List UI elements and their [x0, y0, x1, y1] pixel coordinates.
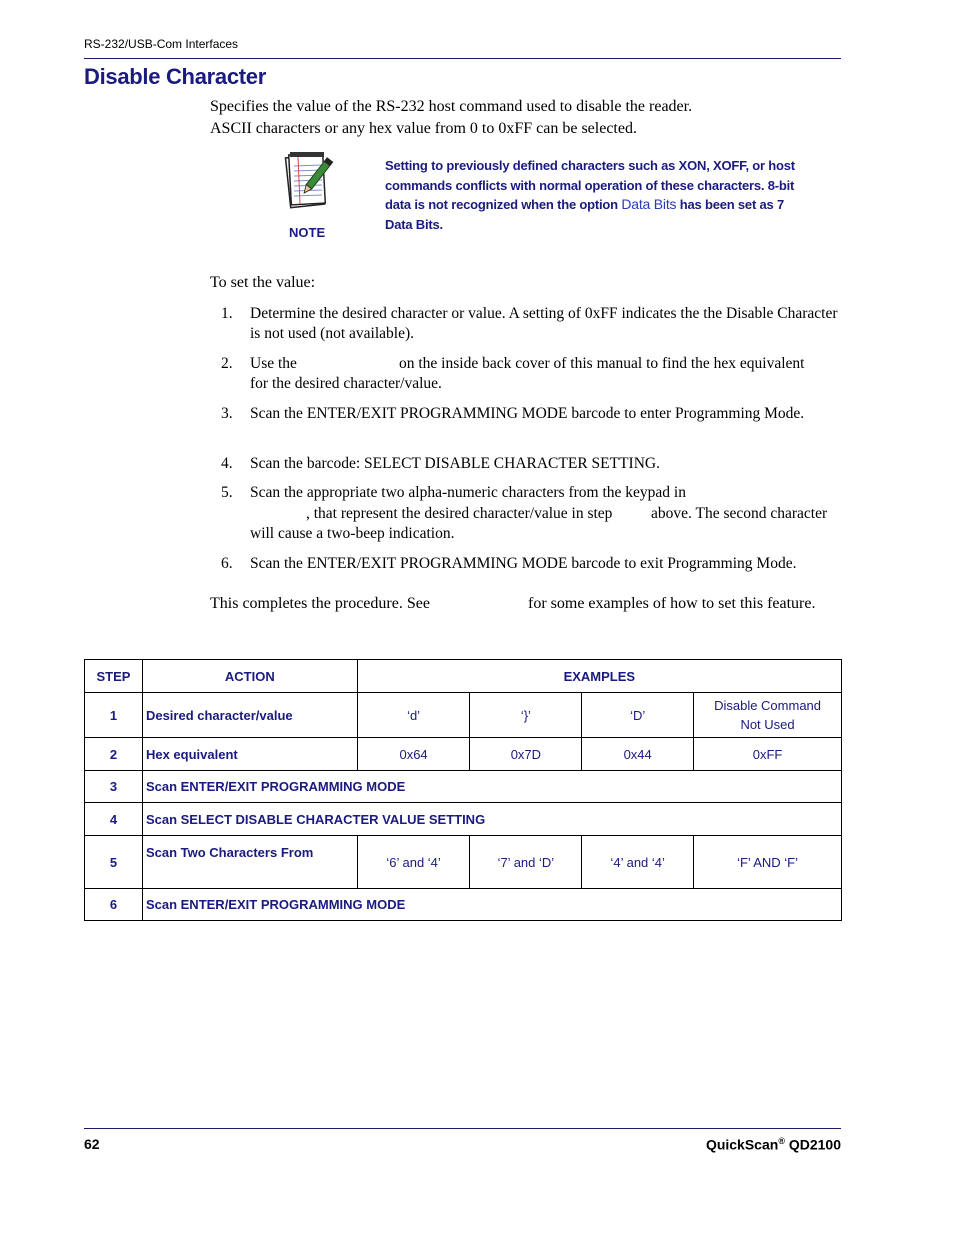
row-action: Scan ENTER/EXIT PROGRAMMING MODE	[142, 771, 841, 803]
step-text: Scan the barcode: SELECT DISABLE CHARACTER SETTING.	[250, 455, 660, 472]
row-step: 4	[85, 803, 143, 836]
row-value: Disable Command Not Used	[694, 693, 842, 738]
row-value: ‘D’	[582, 693, 694, 738]
step-text-a: Use the	[250, 355, 297, 372]
note-text-b: has been set as 7 Data Bits.	[385, 197, 785, 232]
header-action: ACTION	[142, 660, 357, 693]
row-value: ‘F’ AND ‘F’	[694, 836, 842, 889]
registered-mark: ®	[778, 1136, 785, 1146]
table-row	[85, 771, 842, 803]
row-action: Hex equivalent	[142, 738, 357, 771]
step-number: 5.	[221, 484, 233, 501]
row-action: Scan Two Characters From	[142, 836, 357, 889]
step-text: Scan the ENTER/EXIT PROGRAMMING MODE barcode to enter Programming Mode.	[250, 405, 805, 422]
completes-text-a: This completes the procedure. See	[210, 595, 430, 612]
step-text-d: will cause a two-beep indication.	[250, 525, 455, 542]
table-row	[85, 738, 842, 771]
row-step: 1	[85, 693, 143, 738]
step-number: 3.	[221, 405, 233, 422]
note-text	[385, 156, 807, 234]
row-value: ‘6’ and ‘4’	[357, 836, 470, 889]
header-rule	[84, 58, 841, 59]
header-step: STEP	[85, 660, 143, 693]
product-name-a: QuickScan	[705, 1136, 779, 1153]
row-action: Scan SELECT DISABLE CHARACTER VALUE SETTING	[142, 803, 841, 836]
step-text-b: , that represent the desired character/value in step	[306, 505, 613, 522]
step-number: 4.	[221, 455, 233, 472]
step-number: 2.	[221, 355, 233, 372]
product-name	[706, 1136, 841, 1153]
step-text-c: for the desired character/value.	[250, 375, 442, 392]
row-value: ‘7’ and ‘D’	[470, 836, 582, 889]
table-row	[85, 836, 842, 889]
row-value: 0x7D	[470, 738, 582, 771]
table-row	[85, 803, 842, 836]
data-bits-link[interactable]: Data Bits	[621, 196, 677, 212]
step-text-b: on the inside back cover of this manual to find the hex equivalent	[399, 355, 805, 372]
page-number: 62	[84, 1136, 100, 1152]
row-step: 2	[85, 738, 143, 771]
notepad-pen-icon	[280, 150, 336, 210]
note-text-a: Setting to previously defined characters such as XON, XOFF, or host commands conflicts with normal operation of these characters. 8-bit data is not recognized when the option	[385, 158, 795, 212]
row-value: 0x64	[357, 738, 470, 771]
intro-paragraph	[210, 96, 841, 140]
step-text-a: Scan the appropriate two alpha-numeric characters from the keypad in	[250, 484, 686, 501]
row-value: ‘d’	[357, 693, 470, 738]
row-step: 3	[85, 771, 143, 803]
row-value: 0x44	[582, 738, 694, 771]
note-label: NOTE	[289, 225, 326, 240]
table-header-row	[85, 660, 842, 693]
step-text: Determine the desired character or value. A setting of 0xFF indicates the the Disable Character is not used (not available).	[250, 305, 838, 342]
step-text: Scan the ENTER/EXIT PROGRAMMING MODE barcode to exit Programming Mode.	[250, 555, 797, 572]
row-step: 5	[85, 836, 143, 889]
step-number: 6.	[221, 555, 233, 572]
footer-rule	[84, 1128, 841, 1129]
step-text-c: above. The second character	[651, 505, 828, 522]
intro-line-1: Specifies the value of the RS-232 host command used to disable the reader.	[210, 98, 693, 115]
step-number: 1.	[221, 305, 233, 322]
table-row	[85, 693, 842, 738]
intro-line-2: ASCII characters or any hex value from 0 to 0xFF can be selected.	[210, 120, 637, 137]
completes-text-b: for some examples of how to set this feature.	[528, 595, 816, 612]
running-header: RS-232/USB-Com Interfaces	[84, 37, 239, 51]
table-row	[85, 889, 842, 921]
procedure-lead: To set the value:	[210, 274, 316, 291]
row-value: ‘}’	[470, 693, 582, 738]
row-action: Scan ENTER/EXIT PROGRAMMING MODE	[142, 889, 841, 921]
page-title: Disable Character	[84, 64, 266, 89]
row-action: Desired character/value	[142, 693, 357, 738]
row-step: 6	[85, 889, 143, 921]
examples-table	[84, 659, 842, 921]
header-examples: EXAMPLES	[357, 660, 841, 693]
row-value: ‘4’ and ‘4’	[582, 836, 694, 889]
product-name-b: QD2100	[784, 1136, 841, 1153]
row-value: 0xFF	[694, 738, 842, 771]
